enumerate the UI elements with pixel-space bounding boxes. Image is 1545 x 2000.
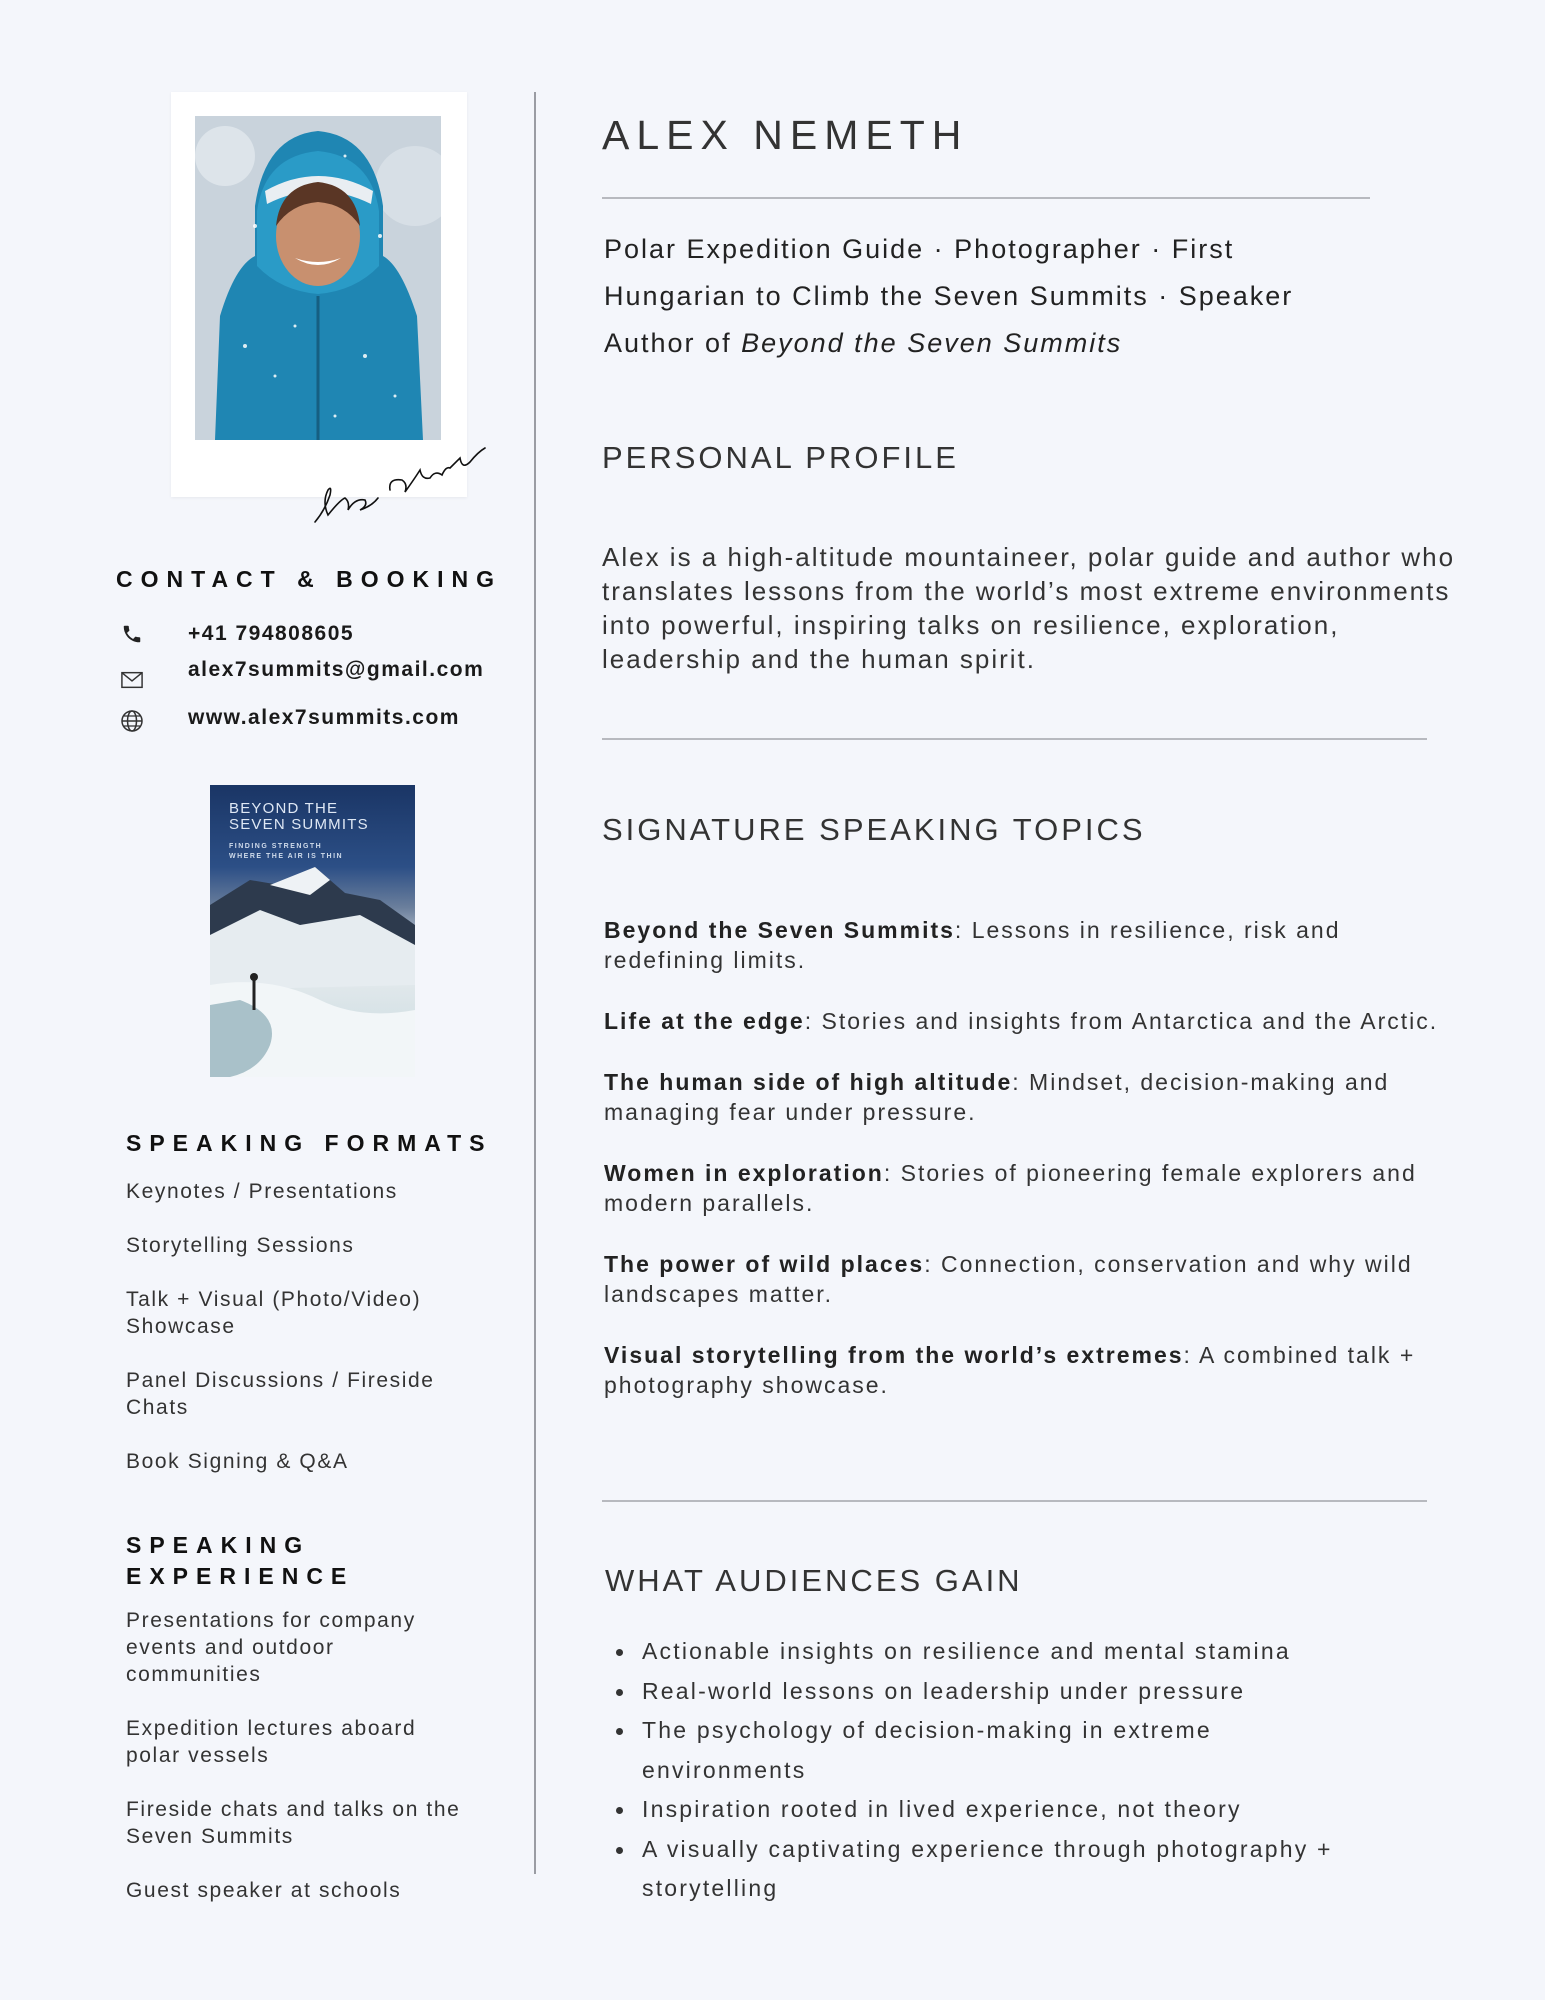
book-subtitle-line1: FINDING STRENGTH <box>229 843 323 850</box>
topic-desc: : Stories and insights from Antarctica and the Arctic. <box>804 1008 1439 1034</box>
list-item: The psychology of decision-making in extreme environments <box>604 1711 1332 1790</box>
contact-email[interactable] <box>118 658 485 696</box>
experience-title-line1: SPEAKING <box>126 1532 311 1558</box>
email-address: alex7summits@gmail.com <box>188 658 485 681</box>
list-item: Inspiration rooted in lived experience, not theory <box>604 1790 1444 1830</box>
list-item: Fireside chats and talks on the Seven Summits <box>126 1798 461 1848</box>
topic-name: The power of wild places <box>604 1251 925 1277</box>
topic-name: Visual storytelling from the world’s extremes <box>604 1342 1184 1368</box>
formats-title: SPEAKING FORMATS <box>126 1130 493 1156</box>
list-item: Expedition lectures aboard polar vessels <box>126 1717 417 1767</box>
list-item: Talk + Visual (Photo/Video) Showcase <box>126 1288 422 1338</box>
topic-item <box>604 1249 1454 1309</box>
website-url: www.alex7summits.com <box>188 706 460 729</box>
personal-profile-text: Alex is a high-altitude mountaineer, polar guide and author who translates lessons from the world’s most extreme environments into powerful, inspiring talks on resilience, exploration, leadership and the human spirit. <box>602 542 1456 674</box>
person-name: ALEX NEMETH <box>602 112 969 158</box>
topic-name: Beyond the Seven Summits <box>604 917 955 943</box>
book-cover <box>210 785 415 1077</box>
list-item: Real-world lessons on leadership under pressure <box>604 1672 1444 1712</box>
topic-desc: : Stories of pioneering female explorers and modern parallels. <box>604 1160 1417 1216</box>
profile-photo-frame <box>171 92 467 497</box>
phone-number: +41 794808605 <box>188 622 355 645</box>
experience-title <box>126 1530 354 1592</box>
list-item: Keynotes / Presentations <box>126 1180 398 1203</box>
tagline-line: Polar Expedition Guide · Photographer · First <box>604 234 1235 264</box>
personal-profile-title: PERSONAL PROFILE <box>602 440 959 475</box>
book-subtitle-line2: WHERE THE AIR IS THIN <box>229 853 344 860</box>
column-divider <box>534 92 536 1874</box>
divider <box>602 1500 1427 1502</box>
signature <box>310 440 490 530</box>
topic-item <box>604 915 1454 975</box>
topic-item <box>604 1006 1454 1036</box>
topic-item <box>604 1340 1454 1400</box>
topic-desc: : Mindset, decision-making and managing fear under pressure. <box>604 1069 1390 1125</box>
topics-title: SIGNATURE SPEAKING TOPICS <box>602 812 1146 847</box>
globe-icon <box>118 707 146 735</box>
phone-icon <box>118 620 146 648</box>
list-item: Storytelling Sessions <box>126 1234 355 1257</box>
left-column <box>0 0 535 2000</box>
list-item: Panel Discussions / Fireside Chats <box>126 1369 435 1419</box>
topic-item <box>604 1158 1454 1218</box>
gains-title: WHAT AUDIENCES GAIN <box>605 1563 1023 1598</box>
topic-desc: : A combined talk + photography showcase. <box>604 1342 1416 1398</box>
topic-item <box>604 1067 1454 1127</box>
list-item: Guest speaker at schools <box>126 1879 402 1902</box>
divider <box>602 197 1370 199</box>
divider <box>602 738 1427 740</box>
book-title-line1: BEYOND THE <box>229 800 339 817</box>
topic-name: Women in exploration <box>604 1160 884 1186</box>
profile-photo <box>195 116 441 440</box>
book-title-line2: SEVEN SUMMITS <box>229 816 369 833</box>
experience-list <box>126 1607 521 1904</box>
topics-list <box>604 915 1454 1431</box>
topic-name: The human side of high altitude <box>604 1069 1013 1095</box>
list-item: Book Signing & Q&A <box>126 1450 349 1473</box>
topic-desc: : Connection, conservation and why wild landscapes matter. <box>604 1251 1413 1307</box>
contact-phone[interactable] <box>118 618 355 650</box>
right-column <box>600 0 1460 2000</box>
list-item: Actionable insights on resilience and mental stamina <box>604 1632 1444 1672</box>
tagline-line: Hungarian to Climb the Seven Summits · Speaker <box>604 281 1294 311</box>
book-title-italic: Beyond the Seven Summits <box>741 328 1123 358</box>
gains-list <box>604 1632 1444 1909</box>
topic-name: Life at the edge <box>604 1008 805 1034</box>
experience-title-line2: EXPERIENCE <box>126 1563 355 1589</box>
envelope-icon <box>118 666 146 694</box>
list-item: Presentations for company events and outdoor communities <box>126 1609 416 1686</box>
formats-list <box>126 1178 521 1475</box>
tagline-line: Author of Beyond the Seven Summits <box>604 328 1123 358</box>
contact-title: CONTACT & BOOKING <box>116 566 503 592</box>
list-item: A visually captivating experience through photography + storytelling <box>604 1830 1462 1909</box>
tagline <box>604 226 1424 367</box>
topic-desc: : Lessons in resilience, risk and redefining limits. <box>604 917 1341 973</box>
contact-website[interactable] <box>118 705 460 737</box>
